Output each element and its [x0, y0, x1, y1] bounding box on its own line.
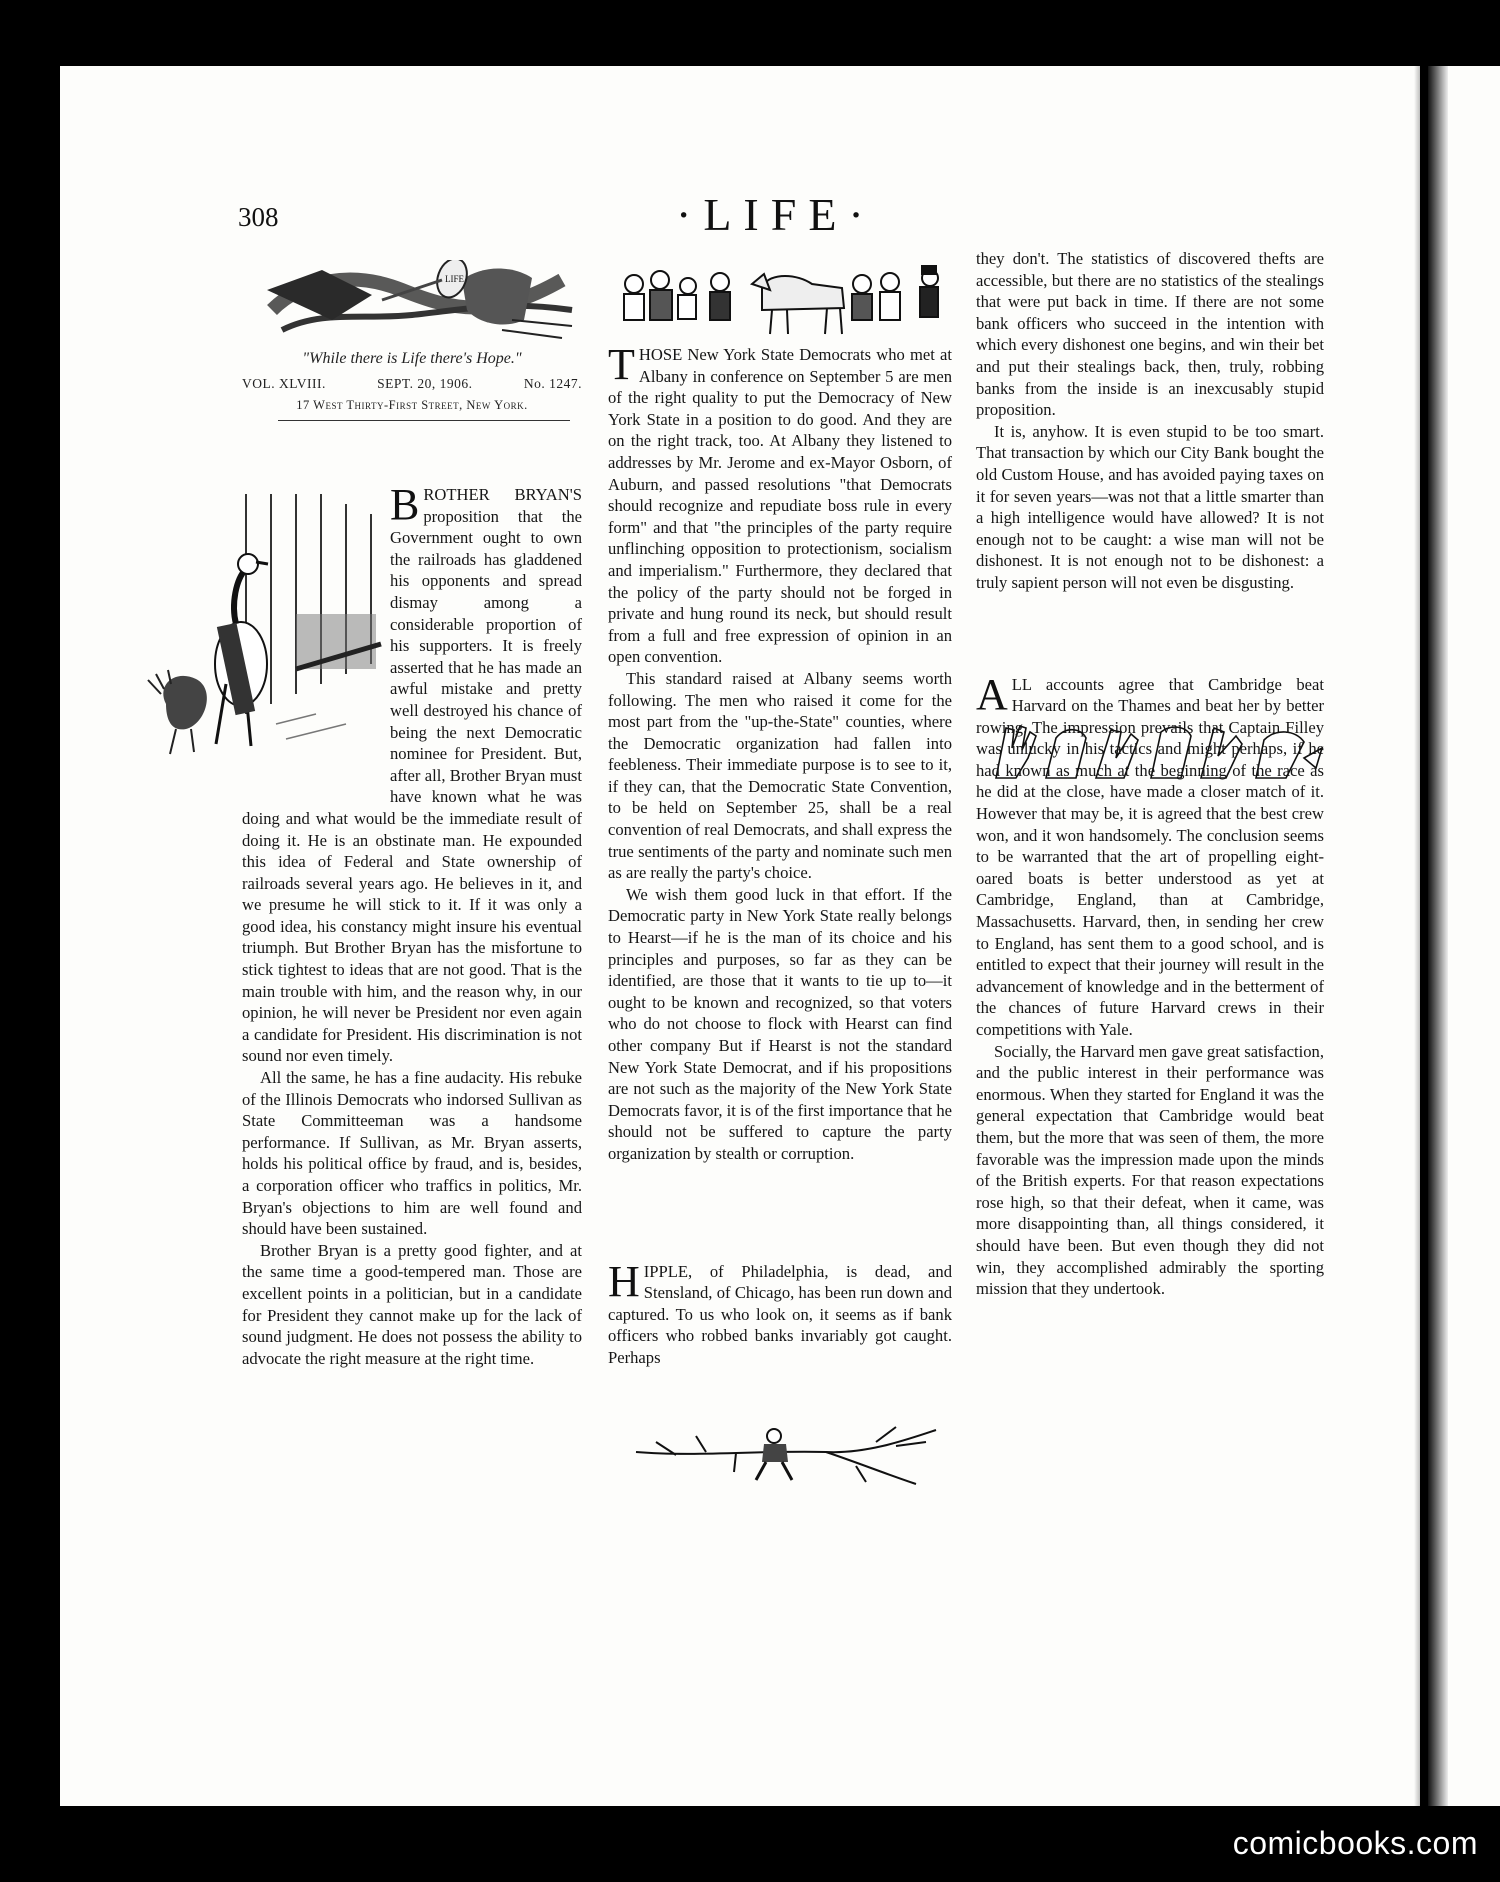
dropcap-h: H [608, 1256, 640, 1306]
bird-cage-illustration [146, 484, 386, 784]
banks-paragraph-2: they don't. The statistics of discovered thefts are accessible, but there are no statistics of the stealings that were put back in time. If there are not some bank officers who succeed in the intention with which every dishonest one begins, and win their bet and put their stealings back, then, truly, robbing banks from the inside is an inexcusably stupid proposition. [976, 249, 1324, 420]
bryan-paragraph-2: All the same, he has a fine audacity. His rebuke of the Illinois Democrats who indorsed Sullivan as State Committeeman was a handsome performance. If Sullivan, as Mr. Bryan asserts, holds his political office by fraud, and is, besides, a corporation officer who traffics in politics, Mr. Bryan's objections to him are well found and should have been sustained. [242, 1068, 582, 1239]
column-albany-editorial [608, 340, 953, 1369]
volume-line [242, 376, 582, 392]
rowing-paragraph-1: LL accounts agree that Cambridge beat Harvard on the Thames and beat her by better rowing. The impression prevails that Captain Filley was unlucky in his tactics and might perhaps, if he had known as much at the beginning of the race as he did at the close, have made a closer match of it. However that may be, it is agreed that the best crew won, and it won handsomely. The conclusion seems to be warranted that the art of propelling eight-oared boats is better understood as yet at Cambridge, England, than at Cambridge, Massachusetts. Harvard, then, in sending her crew to England, has sent them to a good school, and is entitled to expect that their journey will result in the advancement of knowledge and in the betterment of the chances of future Harvard crews in their competitions with Yale. [976, 674, 1324, 1039]
albany-paragraph-3: We wish them good luck in that effort. If the Democratic party in New York State really belongs to Hearst—if he is the man of its choice and his principles and purposes, so far as they can be identified, are those that it wants to tie up to—it ought to be known and recognized, so that voters who do not choose to flock with Hearst can find other company But if Hearst is not the standard New York State Democrat, and if his propositions are not such as the majority of the New York State Democrats favor, it is of the first importance that he should not be suffered to capture the party organization by stealth or corruption. [608, 884, 953, 1163]
children-horse-illustration [612, 262, 948, 340]
tree-illustration-spacer [608, 1165, 952, 1261]
albany-paragraph-1: HOSE New York State Democrats who met at Albany in conference on September 5 are men of the right quality to put the Democracy of New York State in a position to do good. And they are on the right track, too. At Albany they listened to addresses by Mr. Jerome and ex-Mayor Osborn, of Auburn, and passed resolutions "that Democrats should recognize and repudiate boss rule in every form" and that "the principles of the party require unflinching opposition to protectionism, socialism and imperialism." Furthermore, they declared that the policy of the party should not be forged in private and hung round its neck, but should result from a full and free expression of opinion in an open convention. [608, 345, 952, 667]
dropcap-t: T [608, 340, 635, 389]
dropcap-a: A [976, 669, 1008, 719]
page-number: 308 [238, 202, 279, 232]
magazine-motto: "While there is Life there's Hope." [302, 350, 522, 367]
issue-date: SEPT. 20, 1906. [377, 376, 473, 391]
divider-rule [278, 420, 570, 421]
site-watermark: comicbooks.com [1232, 1825, 1478, 1861]
albany-paragraph-2: This standard raised at Albany seems worth following. The men who raised it come for the most part from the "up-the-State" counties, where the Democratic organization had fallen into feebleness. Their immediate purpose is to see to it, if they can, that the Democratic State Convention, to be held on September 25, shall be a real convention of real Democrats, and shall express the true sentiments of the party and nominate such men as are really the party's choice. [608, 668, 952, 883]
masthead-cartoon [262, 260, 584, 342]
dropcap-b: B [390, 480, 420, 529]
issue-number: No. 1247. [523, 376, 582, 391]
masthead-title: ·LIFE· [676, 189, 876, 240]
column-bryan-editorial [242, 480, 582, 1369]
publisher-address: 17 West Thirty-First Street, New York. [296, 398, 528, 412]
column-banks-rowing [976, 248, 1324, 1300]
cartoon-sign-text: LIFE [445, 274, 464, 284]
bryan-paragraph-3: Brother Bryan is a pretty good fighter, and at the same time a good-tempered man. Those are excellent points in a politician, but in a candidate for President they cannot make up for the lack of sound judgment. He does not possess the ability to advocate the right measure at the right time. [242, 1240, 582, 1368]
volume: VOL. XLVIII. [242, 376, 326, 391]
hands-illustration-spacer [976, 594, 1324, 674]
banks-paragraph-3: It is, anyhow. It is even stupid to be too smart. That transaction by which our City Bank bought the old Custom House, and has avoided paying taxes on it for seven years—was not that a little smarter than a high intelligence would have allowed? It is not enough not to be caught: a wise man will not be dishonest. It is not enough not to be dishonest: a truly sapient person will not even be disgusting. [976, 421, 1324, 592]
boy-on-branch-illustration [616, 1422, 950, 1492]
bryan-paragraph-1: ROTHER BRYAN'S proposition that the Government ought to own the railroads has gladdened his opponents and spread dismay among a considerable proportion of his supporters. It is freely asserted that he has made an awful mistake and pretty well destroyed his chance of being the next Democratic nominee for President. But, after all, Brother Bryan must have known what he was doing and what would be the immediate result of doing it. He is an obstinate man. He expounded this idea of Federal and State ownership of railroads several years ago. He believes in it, and we presume he will stick to it. If it was only a good idea, his constancy might insure his eventual triumph. But Brother Bryan has the misfortune to stick tightest to ideas that are not good. That is the main trouble with him, and the reason why, in our opinion, he will never be President nor even again a candidate for President. His discrimination is not sound nor even timely. [242, 485, 582, 1066]
banks-paragraph-1: IPPLE, of Philadelphia, is dead, and Stensland, of Chicago, has been run down and captured. To us who look on, it seems as if bank officers who robbed banks invariably got caught. Perhaps [608, 1261, 952, 1367]
rowing-paragraph-2: Socially, the Harvard men gave great satisfaction, and the public interest in their performance was enormous. When they started for England it was the general expectation that Cambridge would beat them, but the more that was seen of them, the more favorable was the impression made upon the minds of the British experts. For that reason expectations rose high, so that their defeat, when it came, was more disappointing than, all things considered, it should have been. But even though they did not win, they accomplished admirably the sporting mission that they undertook. [976, 1041, 1324, 1299]
facing-page-edge [1428, 66, 1500, 1806]
